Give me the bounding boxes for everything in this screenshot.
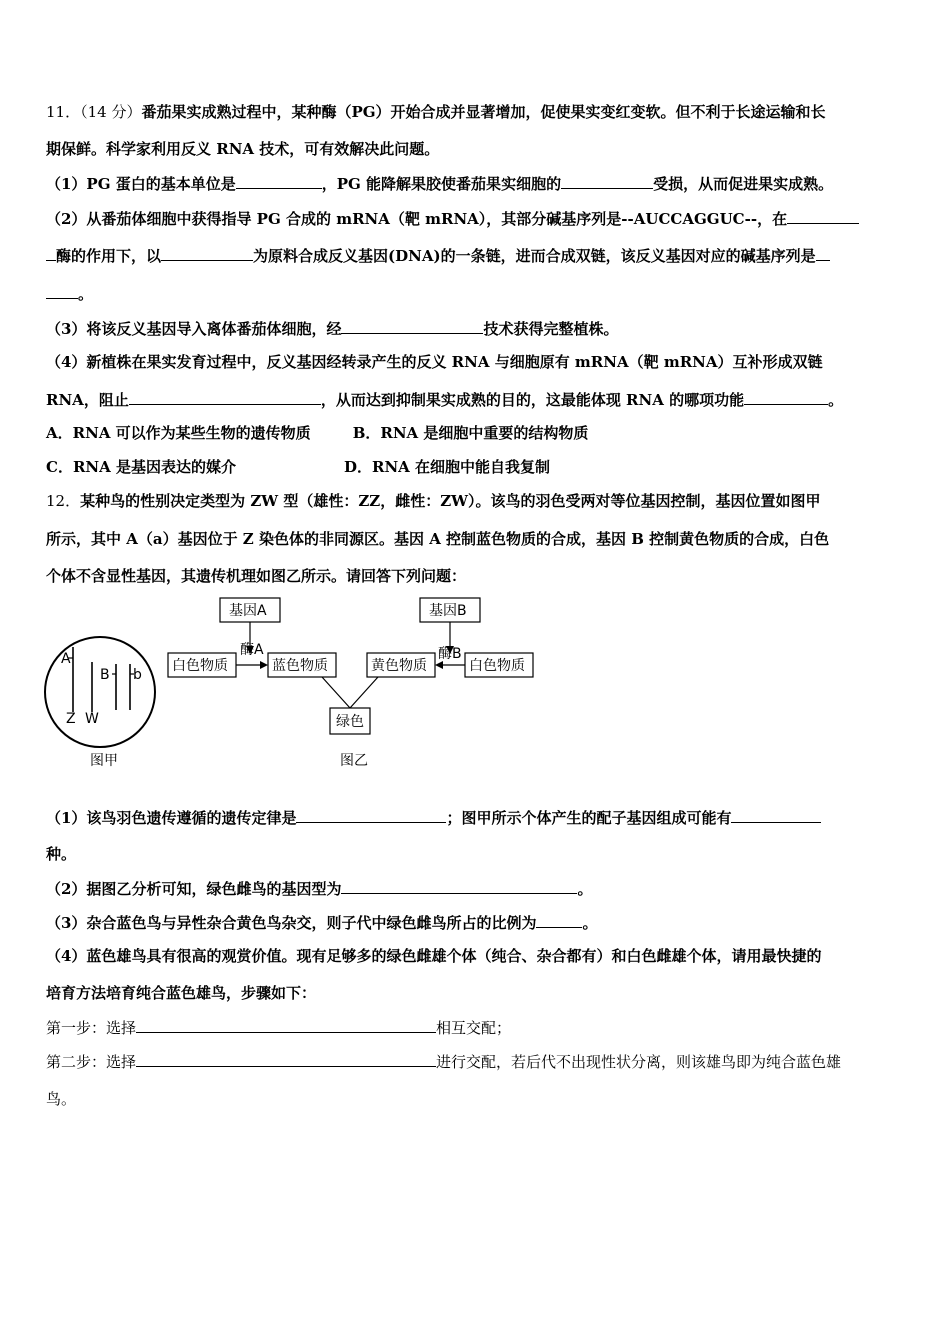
q12-p1-text-a: （1）该鸟羽色遗传遵循的遗传定律是 xyxy=(46,809,297,827)
q12-step2-line-1 xyxy=(46,1051,908,1072)
q12-p2-text-a: （2）据图乙分析可知，绿色雌鸟的基因型为 xyxy=(46,880,342,898)
q12-part2 xyxy=(46,878,908,899)
answer-blank[interactable] xyxy=(161,245,253,261)
answer-blank[interactable] xyxy=(136,1051,436,1067)
q11-p3-text-b: 技术获得完整植株。 xyxy=(483,320,619,338)
answer-blank[interactable] xyxy=(816,245,830,261)
answer-blank[interactable] xyxy=(296,807,446,823)
q11-options-row-2 xyxy=(46,457,908,477)
q11-p4-text-b: RNA，阻止 xyxy=(46,391,129,409)
figure-b-caption: 图乙 xyxy=(340,753,368,769)
label-b-upper: B xyxy=(100,667,110,683)
blue-substance-label: 蓝色物质 xyxy=(272,658,328,674)
q11-p4-text-c: ，从而达到抑制果实成熟的目的，这最能体现 RNA 的哪项功能 xyxy=(320,391,745,409)
q11-part3 xyxy=(46,318,908,339)
answer-blank[interactable] xyxy=(236,173,322,189)
answer-blank[interactable] xyxy=(744,389,828,405)
white-substance-label-2: 白色物质 xyxy=(469,658,525,674)
step2-text-a: 第二步：选择 xyxy=(46,1053,137,1071)
q12-intro-text-1: 某种鸟的性别决定类型为 ZW 型（雄性：ZZ，雌性：ZW）。该鸟的羽色受两对等位基因控制，基因位置如图甲 xyxy=(80,492,821,510)
q12-intro-text-3: 个体不含显性基因，其遗传机理如图乙所示。请回答下列问题： xyxy=(46,567,467,585)
q12-p4-text-b: 培育方法培育纯合蓝色雄鸟，步骤如下： xyxy=(46,984,317,1002)
label-w: W xyxy=(85,711,99,727)
q11-intro-line-1 xyxy=(46,102,908,122)
q12-step1 xyxy=(46,1017,908,1038)
answer-blank[interactable] xyxy=(46,245,56,261)
q12-number: 12． xyxy=(46,492,81,510)
option-d: D．RNA 在细胞中能自我复制 xyxy=(344,458,551,476)
option-a: A．RNA 可以作为某些生物的遗传物质 xyxy=(46,424,311,442)
q11-number: 11．（14 分） xyxy=(46,103,142,121)
option-b: B．RNA 是细胞中重要的结构物质 xyxy=(352,424,589,442)
q11-part2-line-3 xyxy=(46,283,908,304)
q11-intro-text-2: 期保鲜。科学家利用反义 RNA 技术，可有效解决此问题。 xyxy=(46,140,440,158)
q11-p4-text-d: 。 xyxy=(828,391,844,409)
q12-intro-line-1 xyxy=(46,491,908,511)
q11-intro-text-1: 番茄果实成熟过程中，某种酶（PG）开始合成并显著增加，促使果实变红变软。但不利于长途运输和长 xyxy=(141,103,826,121)
answer-blank[interactable] xyxy=(731,807,821,823)
q12-part1-line-1 xyxy=(46,807,908,828)
line-yellow-to-green xyxy=(350,677,378,708)
step2-text-b: 进行交配，若后代不出现性状分离，则该雄鸟即为纯合蓝色雄 xyxy=(436,1053,842,1071)
q11-part1 xyxy=(46,173,908,194)
q12-p1-text-b: ；图甲所示个体产生的配子基因组成可能有 xyxy=(446,809,732,827)
q11-p2-text-d: 。 xyxy=(78,285,94,303)
answer-blank[interactable] xyxy=(129,389,321,405)
q11-p1-text-c: 受损，从而促进果实成熟。 xyxy=(653,175,834,193)
answer-blank[interactable] xyxy=(46,283,78,299)
q12-p2-text-b: 。 xyxy=(577,880,593,898)
q11-p1-text-a: （1）PG 蛋白的基本单位是 xyxy=(46,175,236,193)
answer-blank[interactable] xyxy=(341,878,577,894)
q12-intro-line-3 xyxy=(46,566,908,586)
q11-part4-line-1 xyxy=(46,352,908,372)
answer-blank[interactable] xyxy=(341,318,483,334)
q12-p4-text-a: （4）蓝色雄鸟具有很高的观赏价值。现有足够多的绿色雌雄个体（纯合、杂合都有）和白色雌雄个体，请用最快捷的 xyxy=(46,947,822,965)
option-c: C．RNA 是基因表达的媒介 xyxy=(46,458,236,476)
q12-part4-line-1 xyxy=(46,946,908,966)
label-z: Z xyxy=(66,711,76,727)
q12-intro-line-2 xyxy=(46,529,908,549)
q12-part4-line-2 xyxy=(46,983,908,1003)
gene-b-label: 基因B xyxy=(429,603,467,619)
q12-p1-text-c: 种。 xyxy=(46,845,77,863)
q11-p1-text-b: ，PG 能降解果胶使番茄果实细胞的 xyxy=(321,175,562,193)
enzyme-a-label: 酶A xyxy=(240,642,264,658)
genetics-figure xyxy=(40,592,560,777)
q11-p4-text-a: （4）新植株在果实发育过程中，反义基因经转录产生的反义 RNA 与细胞原有 mRNA（靶 mRNA）互补形成双链 xyxy=(46,353,823,371)
q11-p2-text-c: 为原料合成反义基因(DNA)的一条链，进而合成双链，该反义基因对应的碱基序列是 xyxy=(253,247,816,265)
label-a-upper: A xyxy=(61,651,71,667)
q12-part3 xyxy=(46,912,908,933)
step1-text-b: 相互交配； xyxy=(436,1019,512,1037)
q11-part2-line-2 xyxy=(46,245,908,266)
q11-p2-text-a: （2）从番茄体细胞中获得指导 PG 合成的 mRNA（靶 mRNA），其部分碱基序列是--AUCCAGGUC--，在 xyxy=(46,210,788,228)
q11-p3-text-a: （3）将该反义基因导入离体番茄体细胞，经 xyxy=(46,320,342,338)
gene-a-label: 基因A xyxy=(229,603,267,619)
step1-text-a: 第一步：选择 xyxy=(46,1019,137,1037)
answer-blank[interactable] xyxy=(787,208,859,224)
answer-blank[interactable] xyxy=(136,1017,436,1033)
q12-step2-line-2 xyxy=(46,1089,908,1109)
answer-blank[interactable] xyxy=(561,173,653,189)
q11-p2-text-b: 酶的作用下，以 xyxy=(56,247,162,265)
q11-part4-line-2 xyxy=(46,389,908,410)
q11-intro-line-2 xyxy=(46,139,908,159)
step2-text-c: 鸟。 xyxy=(46,1090,77,1108)
q11-options-row-1 xyxy=(46,423,908,443)
q12-p3-text-a: （3）杂合蓝色鸟与异性杂合黄色鸟杂交，则子代中绿色雌鸟所占的比例为 xyxy=(46,914,537,932)
line-blue-to-green xyxy=(322,677,350,708)
enzyme-b-label: 酶B xyxy=(438,646,462,662)
q12-intro-text-2: 所示，其中 A（a）基因位于 Z 染色体的非同源区。基因 A 控制蓝色物质的合成，基因 B 控制黄色物质的合成，白色 xyxy=(46,530,830,548)
label-b-lower: b xyxy=(133,667,142,683)
q12-p3-text-b: 。 xyxy=(582,914,598,932)
yellow-substance-label: 黄色物质 xyxy=(371,658,427,674)
white-substance-label-1: 白色物质 xyxy=(172,658,228,674)
q12-part1-line-2 xyxy=(46,844,908,864)
green-label: 绿色 xyxy=(336,714,364,730)
figure-a-caption: 图甲 xyxy=(90,753,118,769)
q11-part2-line-1 xyxy=(46,208,908,229)
answer-blank[interactable] xyxy=(536,912,582,928)
